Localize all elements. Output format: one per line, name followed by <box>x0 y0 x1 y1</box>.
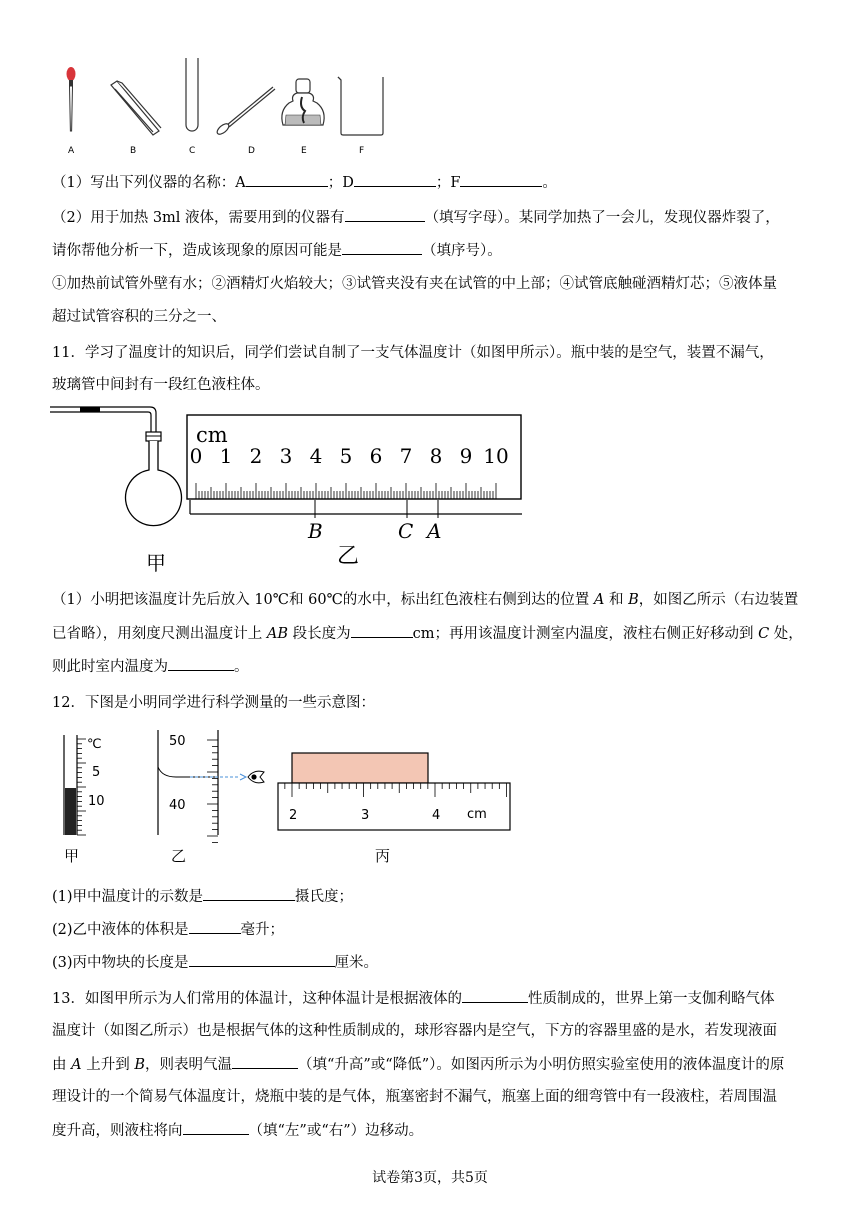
q10-part2b: 请你帮他分析一下，造成该现象的原因可能是 （填序号）。 <box>52 240 502 261</box>
q13-line5: 度升高，则液柱将向 （填“左”或“右”）边移动。 <box>52 1120 423 1141</box>
answer-blank[interactable] <box>183 1120 249 1135</box>
q10-options-2: 超过试管容积的三分之一、 <box>52 309 226 325</box>
answer-blank[interactable] <box>342 240 422 255</box>
ruler-label-3: 3 <box>279 444 293 468</box>
eye-icon <box>248 771 264 783</box>
mark-b: B <box>308 519 323 543</box>
test-tube-holder-icon <box>111 81 161 135</box>
thermo-unit: ℃ <box>87 737 102 752</box>
answer-blank[interactable] <box>462 988 528 1003</box>
mark-c: C <box>398 519 414 543</box>
caption-yi: 乙 <box>337 544 360 569</box>
instrument-label-f: F <box>359 146 365 156</box>
ruler-label-6: 6 <box>369 444 383 468</box>
thermo-tick-10: 10 <box>88 794 105 809</box>
measuring-cylinder-icon <box>158 730 246 842</box>
answer-blank[interactable] <box>460 172 542 187</box>
answer-blank[interactable] <box>168 656 234 671</box>
q13-line2: 温度计（如图乙所示）也是根据气体的这种性质制成的，球形容器内是空气，下方的容器里盛的是水，若发现液面 <box>52 1023 777 1039</box>
ruler-label-7: 7 <box>399 444 413 468</box>
q11-part1-1: （1）小明把该温度计先后放入 10℃和 60℃的水中，标出红色液柱右侧到达的位置 A 和 B，如图乙所示（右边装置 <box>52 592 799 608</box>
instrument-label-b: B <box>130 146 137 156</box>
answer-blank[interactable] <box>354 172 436 187</box>
q13-line4: 理设计的一个简易气体温度计，烧瓶中装的是气体，瓶塞密封不漏气，瓶塞上面的细弯管中有一段液柱，若周围温 <box>52 1089 777 1105</box>
answer-blank[interactable] <box>189 919 241 934</box>
ruler-label-5: 5 <box>339 444 353 468</box>
page-footer: 试卷第3页，共5页 <box>372 1170 488 1186</box>
answer-blank[interactable] <box>203 886 295 901</box>
instruments-figure <box>55 55 395 160</box>
q12-part2: (2)乙中液体的体积是 毫升； <box>52 919 284 940</box>
caption-jia-12: 甲 <box>64 847 80 865</box>
alcohol-lamp-icon <box>282 79 324 125</box>
ruler-label-0: 0 <box>189 444 203 468</box>
caption-yi-12: 乙 <box>171 847 187 865</box>
beaker-icon <box>338 77 383 135</box>
instrument-label-d: D <box>248 146 255 156</box>
thermometer-icon <box>64 735 105 835</box>
q12-part1: (1)甲中温度计的示数是 摄氏度； <box>52 886 353 907</box>
answer-blank[interactable] <box>351 623 413 638</box>
ruler-unit-cm: cm <box>467 807 487 822</box>
q10-part1: （1）写出下列仪器的名称：A ；D ；F 。 <box>52 172 557 193</box>
answer-blank[interactable] <box>345 207 425 222</box>
q12-figure <box>50 725 530 870</box>
mark-a: A <box>427 519 442 543</box>
q13-line3: 由 A 上升到 B，则表明气温 （填“升高”或“降低”）。如图丙所示为小明仿照实验室使用的液体温度计的原 <box>52 1054 784 1075</box>
ruler-tick-2: 2 <box>289 808 298 823</box>
answer-blank[interactable] <box>246 172 328 187</box>
cyl-tick-40: 40 <box>169 798 186 813</box>
instrument-label-c: C <box>189 146 196 156</box>
ruler-label-1: 1 <box>219 444 233 468</box>
ruler-label-2: 2 <box>249 444 263 468</box>
spatula-icon <box>215 87 275 136</box>
ruler-tick-3: 3 <box>361 808 370 823</box>
dropper-icon <box>67 67 76 131</box>
q10-options-1: ①加热前试管外壁有水；②酒精灯火焰较大；③试管夹没有夹在试管的中上部；④试管底触碰酒精灯芯；⑤液体量 <box>52 276 777 292</box>
instrument-label-a: A <box>68 146 75 156</box>
caption-bing: 丙 <box>375 847 391 865</box>
answer-blank[interactable] <box>189 952 335 967</box>
instrument-label-e: E <box>301 146 307 156</box>
q11-figure <box>50 400 530 580</box>
cyl-tick-50: 50 <box>169 734 186 749</box>
q11-part1-3: 则此时室内温度为 。 <box>52 656 249 677</box>
ruler-label-8: 8 <box>429 444 443 468</box>
ruler-label-10: 10 <box>483 444 509 468</box>
answer-blank[interactable] <box>232 1054 298 1069</box>
ruler-icon <box>278 783 510 830</box>
q13-line1: 13．如图甲所示为人们常用的体温计，这种体温计是根据液体的 性质制成的，世界上第一支伽利略气体 <box>52 988 774 1009</box>
q10-part2: （2）用于加热 3ml 液体，需要用到的仪器有 （填写字母）。某同学加热了一会儿，发现仪器炸裂了， <box>52 207 780 228</box>
block <box>292 753 428 783</box>
q12-part3: (3)丙中物块的长度是 厘米。 <box>52 952 378 973</box>
ruler-unit: cm <box>196 423 228 447</box>
thermo-tick-5: 5 <box>92 765 101 780</box>
caption-jia: 甲 <box>146 551 166 575</box>
ruler-tick-4: 4 <box>432 808 441 823</box>
ruler-label-4: 4 <box>309 444 323 468</box>
q11-stem-2: 玻璃管中间封有一段红色液柱体。 <box>52 377 270 393</box>
q11-part1-2: 已省略），用刻度尺测出温度计上 AB 段长度为 cm；再用该温度计测室内温度，液柱右侧正好移动到 C 处， <box>52 623 803 644</box>
ruler-label-9: 9 <box>459 444 473 468</box>
q11-stem-1: 11．学习了温度计的知识后，同学们尝试自制了一支气体温度计（如图甲所示）。瓶中装的是空气，装置不漏气， <box>52 345 774 361</box>
test-tube-icon <box>186 58 198 131</box>
q12-stem: 12．下图是小明同学进行科学测量的一些示意图： <box>52 695 375 711</box>
